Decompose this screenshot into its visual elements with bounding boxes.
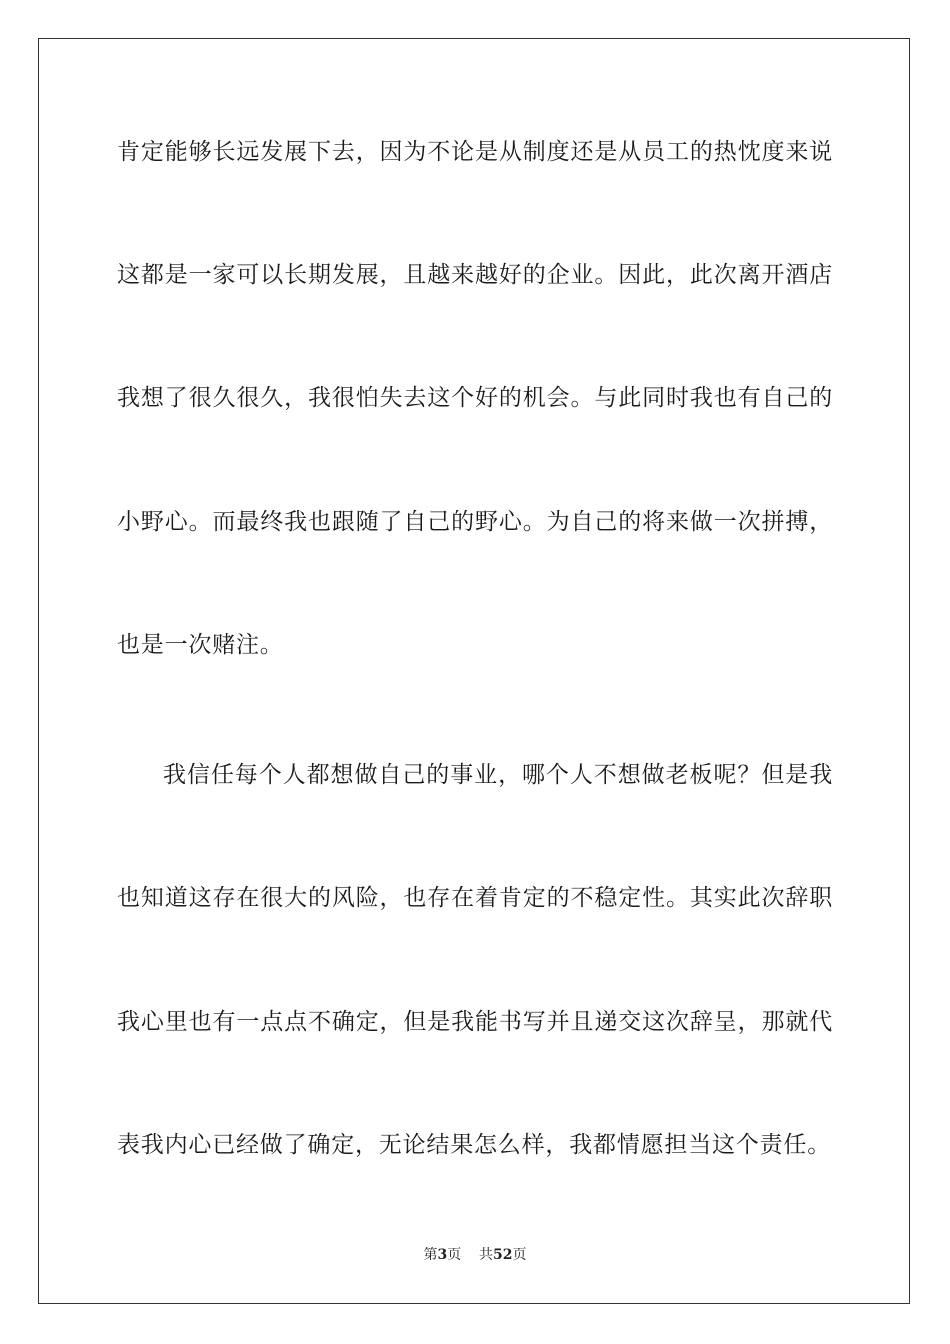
page-prefix: 第 <box>423 1247 438 1263</box>
text-line: 这都是一家可以长期发展，且越来越好的企业。因此，此次离开酒店 <box>117 262 833 288</box>
page-footer <box>0 1246 950 1264</box>
total-suffix: 页 <box>512 1247 527 1263</box>
page-suffix: 页 <box>447 1247 462 1263</box>
page-border <box>38 38 910 1304</box>
text-line: 也知道这存在很大的风险，也存在着肯定的不稳定性。其实此次辞职 <box>117 885 833 911</box>
total-pages: 52 <box>493 1247 513 1263</box>
text-line: 我想了很久很久，我很怕失去这个好的机会。与此同时我也有自己的 <box>117 385 833 411</box>
total-prefix: 共 <box>479 1247 494 1263</box>
text-line: 我心里也有一点点不确定，但是我能书写并且递交这次辞呈，那就代 <box>117 1009 833 1035</box>
paragraph-first-line: 我信任每个人都想做自己的事业，哪个人不想做老板呢？但是我 <box>163 762 833 788</box>
text-line: 也是一次赌注。 <box>117 632 284 658</box>
text-line: 小野心。而最终我也跟随了自己的野心。为自己的将来做一次拼搏， <box>117 509 833 535</box>
text-line: 表我内心已经做了确定，无论结果怎么样，我都情愿担当这个责任。 <box>117 1132 831 1158</box>
text-line: 肯定能够长远发展下去，因为不论是从制度还是从员工的热忱度来说 <box>117 139 833 165</box>
page-number: 3 <box>437 1247 448 1263</box>
